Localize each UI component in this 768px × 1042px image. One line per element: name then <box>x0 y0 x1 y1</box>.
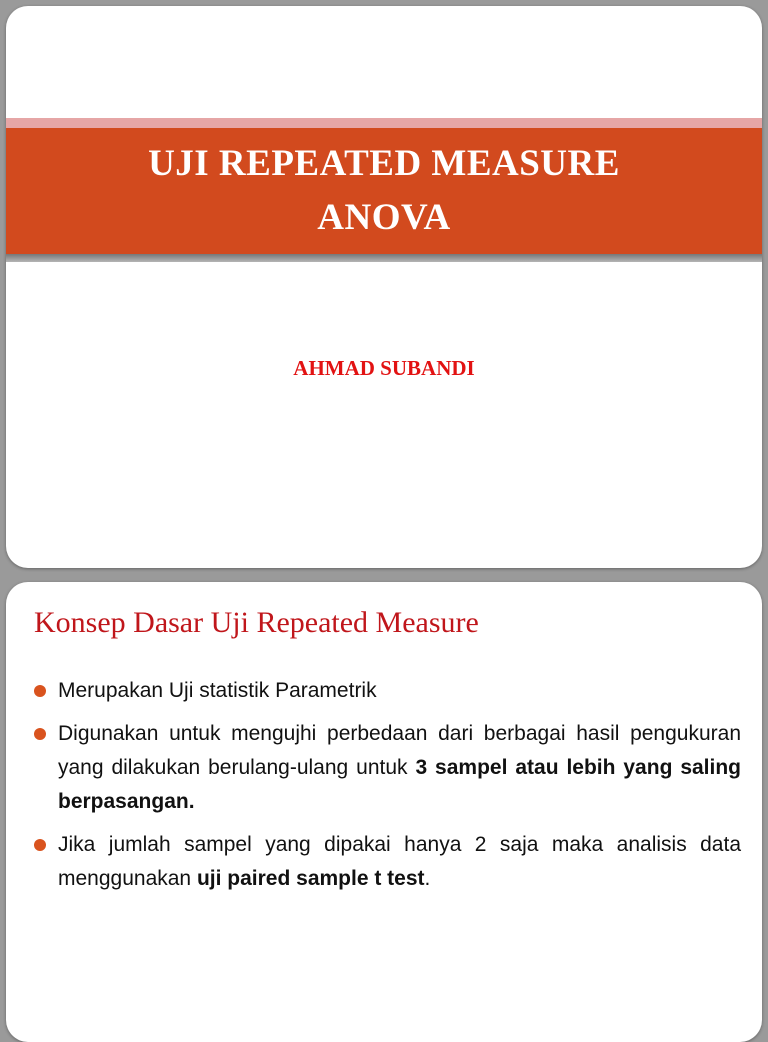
title-slide <box>6 6 762 568</box>
content-slide <box>6 582 762 1042</box>
title-top-stripe <box>6 118 762 128</box>
bullet-dot-icon <box>34 839 46 851</box>
slide-title <box>148 137 620 245</box>
bullet-bold-text: 3 sampel atau lebih yang saling berpasangan. <box>58 756 741 813</box>
bullet-bold-text: uji paired sample t test <box>196 867 425 890</box>
bullet-dot-icon <box>34 685 46 697</box>
bullet-end-punctuation: . <box>424 867 431 890</box>
bullet-item <box>34 717 741 819</box>
title-band <box>6 128 762 254</box>
bullet-list <box>34 674 741 905</box>
bullet-text: Jika jumlah sampel yang dipakai hanya 2 saja maka analisis data menggunakan <box>58 833 741 890</box>
bullet-text: Digunakan untuk mengujhi perbedaan dari berbagai hasil pengukuran yang dilakukan berulang-ulang untuk <box>58 722 741 779</box>
bullet-item <box>34 674 741 708</box>
author-name: AHMAD SUBANDI <box>293 356 475 380</box>
slide-title-line-2: ANOVA <box>317 197 451 238</box>
bullet-item <box>34 828 741 896</box>
bullet-text: Merupakan Uji statistik Parametrik <box>58 679 377 702</box>
section-heading: Konsep Dasar Uji Repeated Measure <box>34 606 479 639</box>
title-bottom-stripe <box>6 254 762 262</box>
bullet-dot-icon <box>34 728 46 740</box>
slide-title-line-1: UJI REPEATED MEASURE <box>148 143 620 184</box>
